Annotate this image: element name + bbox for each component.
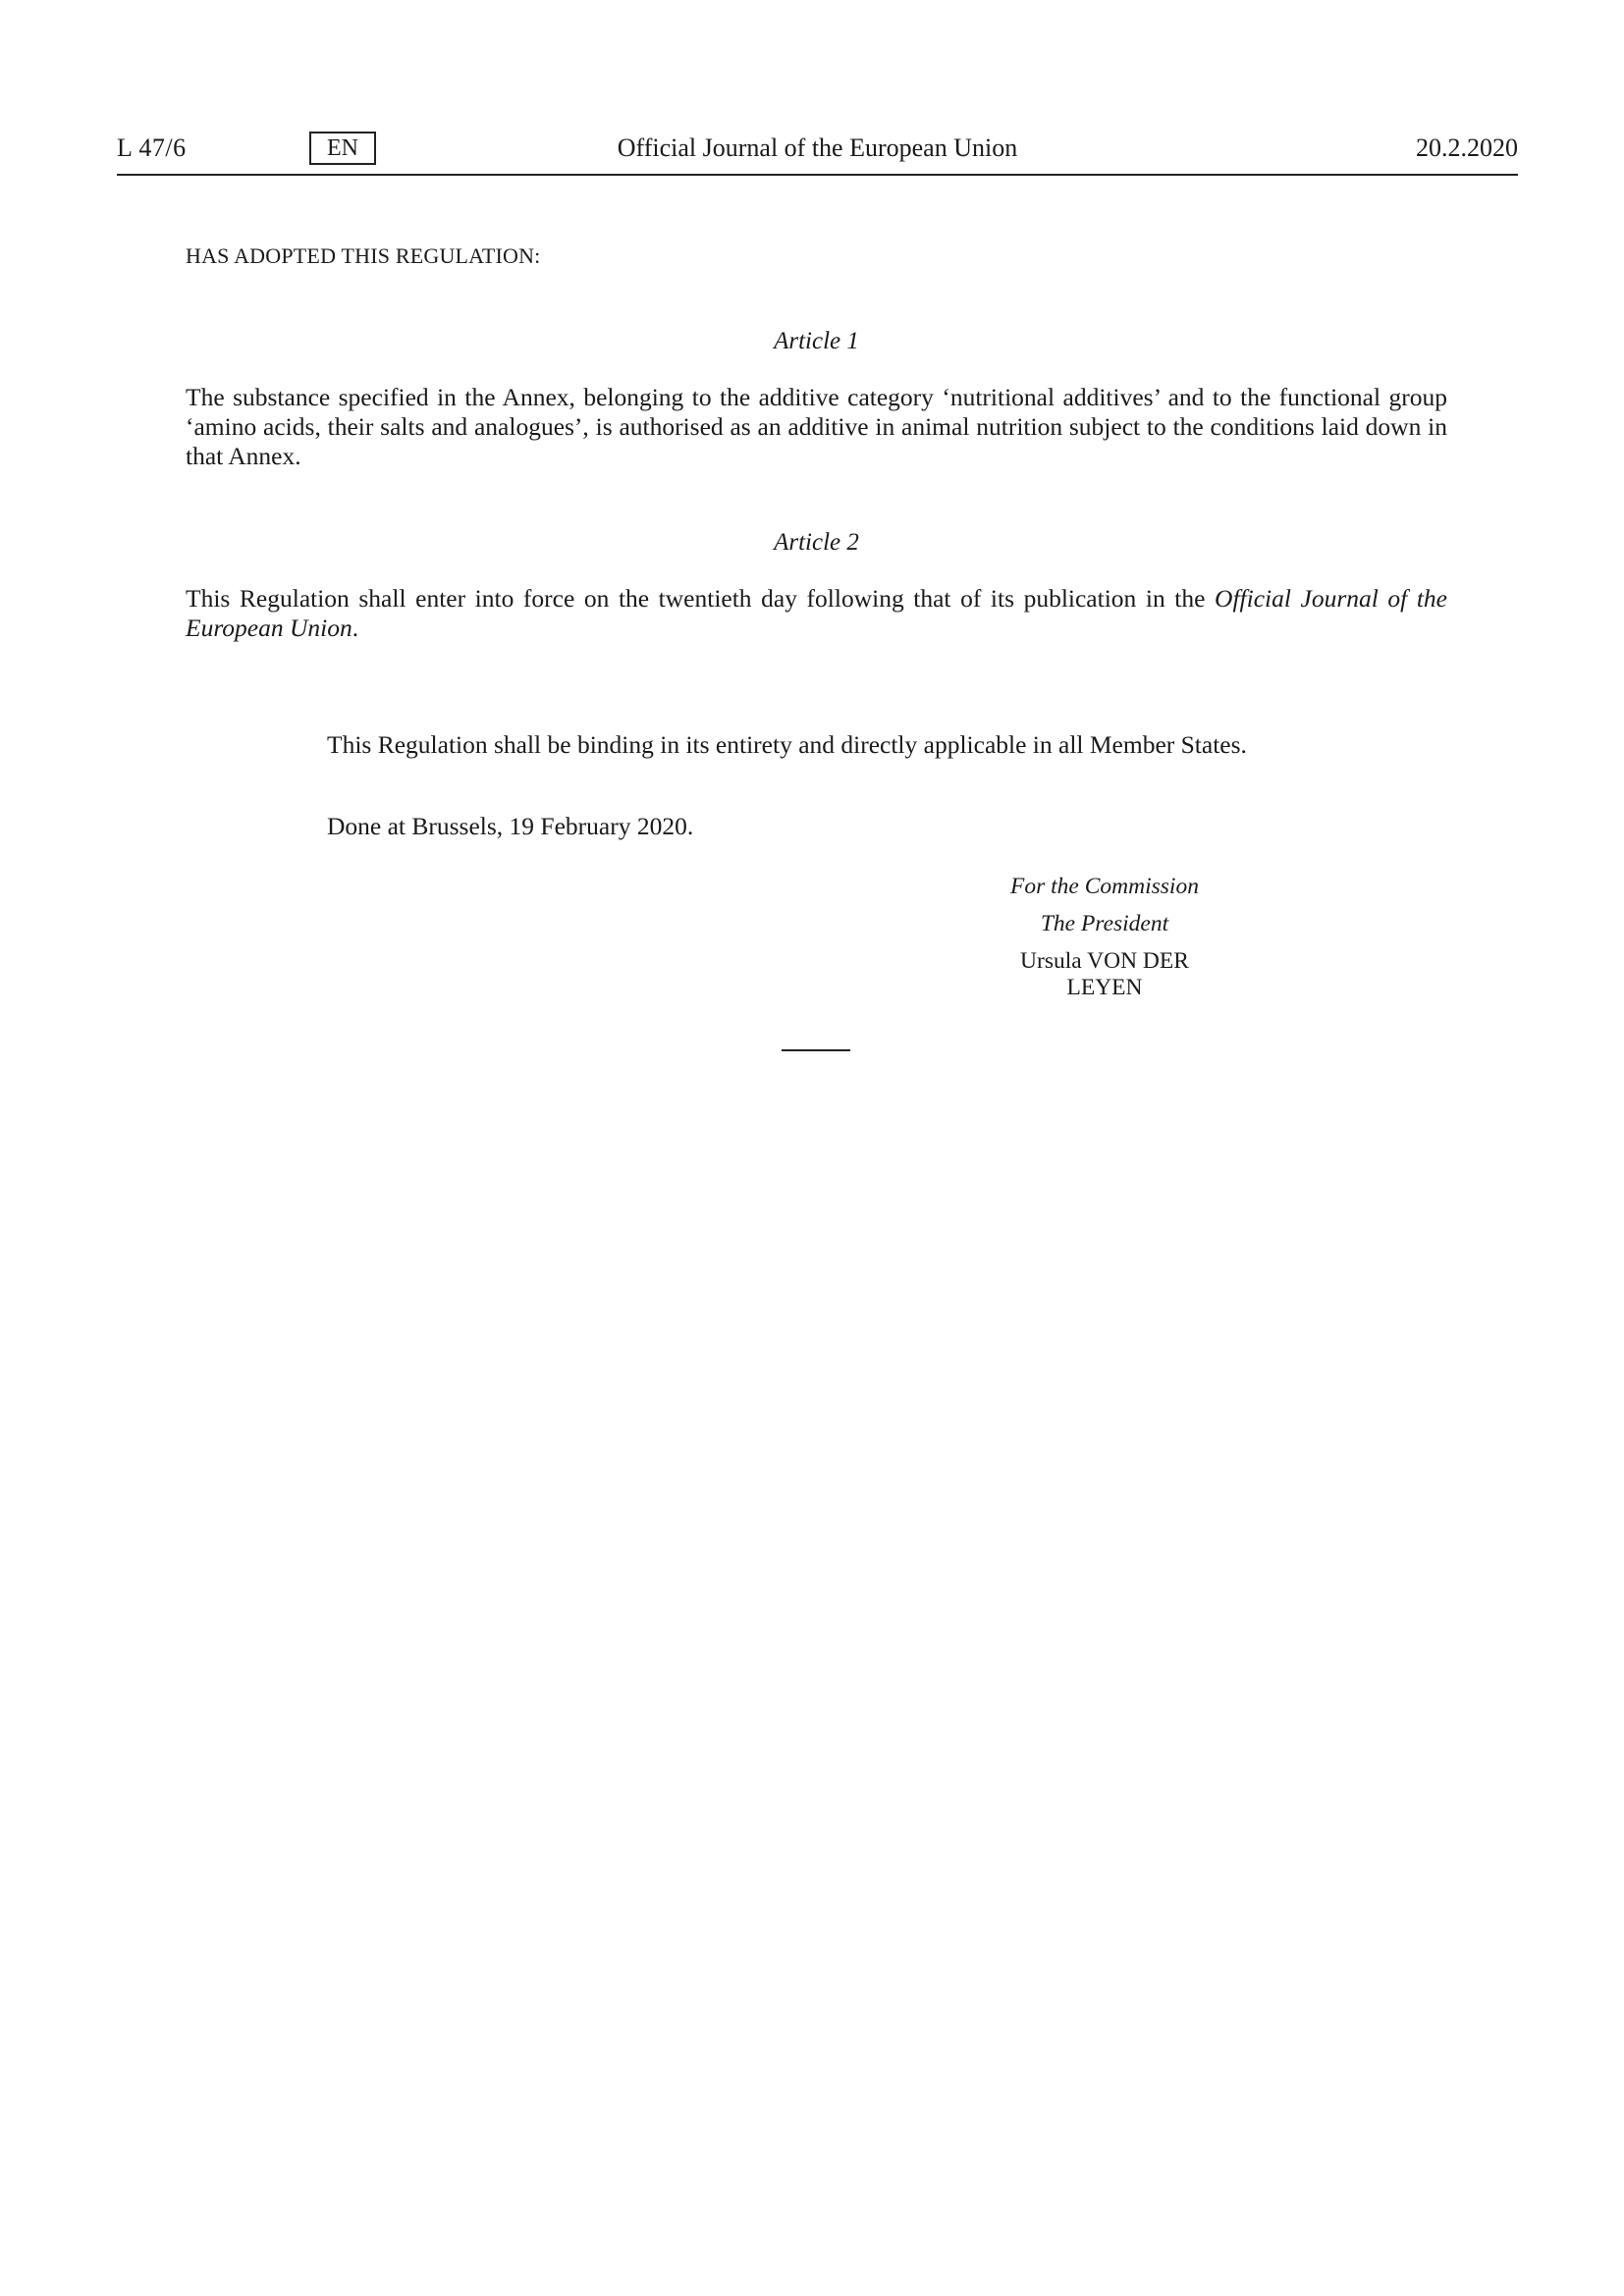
language-badge: EN (309, 132, 376, 165)
article-2-text-end: . (352, 614, 359, 642)
signature-role: The President (1040, 911, 1169, 936)
done-at-statement: Done at Brussels, 19 February 2020. (327, 812, 694, 840)
binding-clause: This Regulation shall be binding in its entirety and directly applicable in all Member States. (327, 730, 1247, 759)
end-divider (782, 1049, 850, 1051)
header-divider (117, 174, 1518, 176)
article-2-journal-reference: Official Journal of the European Union (186, 584, 1447, 642)
page-header (117, 132, 1518, 173)
signature-name: Ursula VON DER LEYEN (1020, 948, 1189, 1000)
article-2-text (186, 584, 1447, 643)
adoption-statement: HAS ADOPTED THIS REGULATION: (186, 243, 541, 268)
article-1-title: Article 1 (774, 328, 859, 354)
page-reference: L 47/6 (117, 133, 187, 162)
publication-date: 20.2.2020 (1416, 133, 1518, 162)
article-1-text: The substance specified in the Annex, belonging to the additive category ‘nutritional additives’ and to the functional group ‘amino acids, their salts and analogues’, is authorised as an additive in animal nutrition subject to the conditions laid down in that Annex. (186, 383, 1447, 470)
article-2-text-start: This Regulation shall enter into force on the twentieth day following that of its publication in the (186, 584, 1216, 613)
journal-title: Official Journal of the European Union (617, 133, 1018, 162)
signature-commission: For the Commission (1010, 874, 1199, 899)
article-2-title: Article 2 (774, 529, 859, 556)
